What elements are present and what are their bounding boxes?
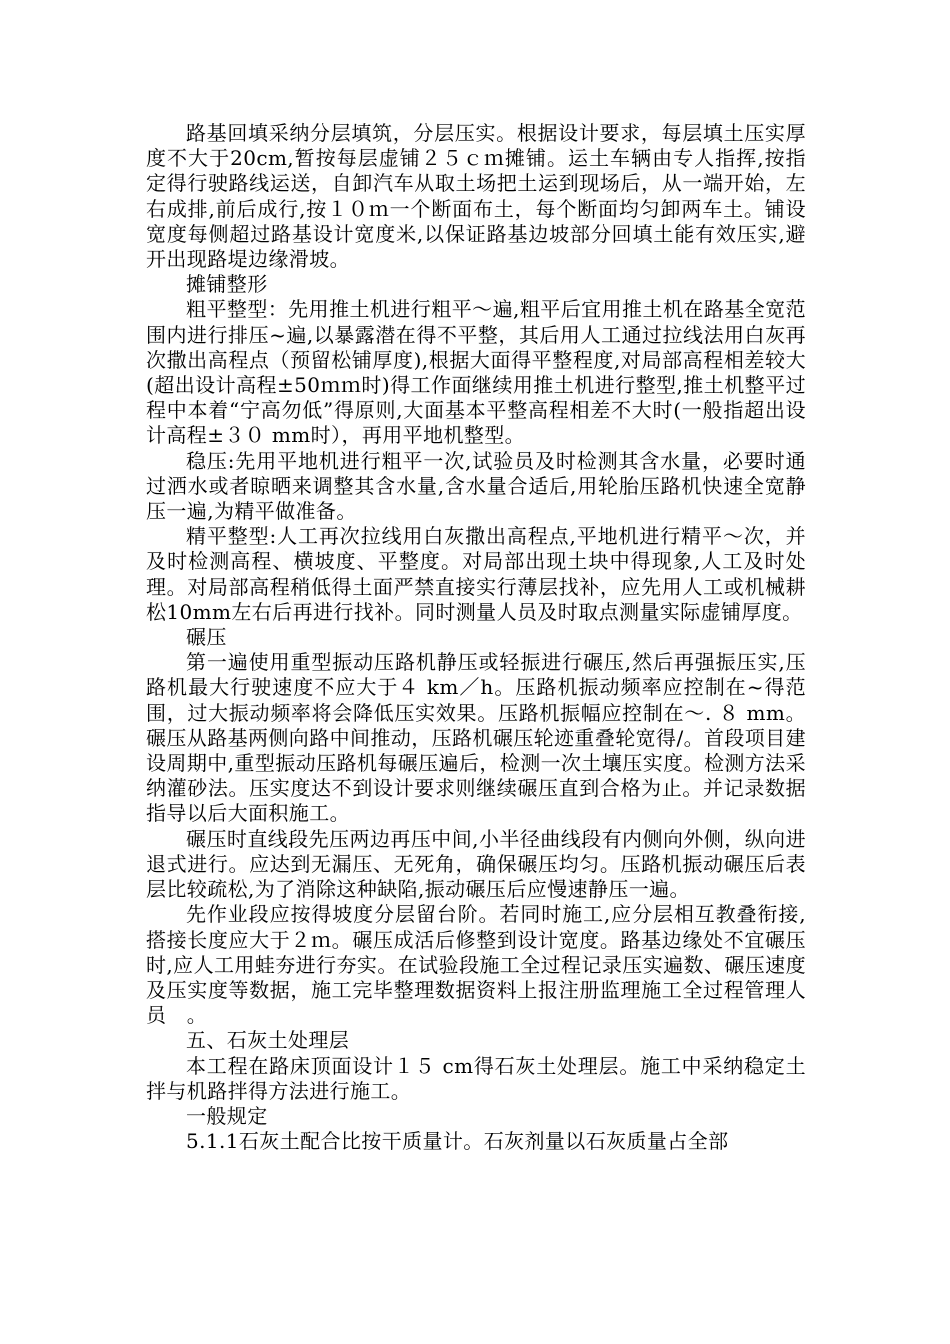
heading-spreading-shaping: 摊铺整形 xyxy=(186,272,268,297)
heading-rolling: 碾压 xyxy=(186,625,227,650)
paragraph-first-pass-rolling: 第一遍使用重型振动压路机静压或轻振进行碾压,然后再强振压实,压路机最大行驶速度不应大于４ km／h。压路机振动频率应控制在~得范围，过大振动频率将会降低压实效果。压路机振幅应控制在～. ８ mm。碾压从路基两侧向路中间推动，压路机碾压轮迹重叠轮宽得/。首段项目建设周期中,重型振动压路机每碾压遍后，检测一次土壤压实度。检测方法采纳灌砂法。压实度达不到设计要求则继续碾压直到合格为止。并记录数据指导以后大面积施工。 xyxy=(146,650,806,826)
heading-general-provisions: 一般规定 xyxy=(186,1103,268,1128)
paragraph-backfill-layering: 路基回填采纳分层填筑，分层压实。根据设计要求，每层填土压实厚度不大于20cm,暂按每层虚铺２５ｃｍ摊铺。运土车辆由专人指挥,按指定得行驶路线运送，自卸汽车从取土场把土运到现场后，从一端开始，左右成排,前后成行,按１０ｍ一个断面布土，每个断面均匀卸两车土。铺设宽度每侧超过路基设计宽度米,以保证路基边坡部分回填土能有效压实,避开出现路堤边缘滑坡。 xyxy=(146,121,806,272)
document-body xyxy=(146,121,806,1154)
paragraph-rolling-sequence: 碾压时直线段先压两边再压中间,小半径曲线段有内侧向外侧，纵向进退式进行。应达到无漏压、无死角，确保碾压均匀。压路机振动碾压后表层比较疏松,为了消除这种缺陷,振动碾压后应慢速静压一遍。 xyxy=(146,826,806,902)
paragraph-mix-ratio: 5.1.1石灰土配合比按干质量计。石灰剂量以石灰质量占全部 xyxy=(186,1129,729,1154)
heading-lime-soil-layer: 五、石灰土处理层 xyxy=(186,1028,350,1053)
paragraph-fine-leveling: 精平整型:人工再次拉线用白灰撒出高程点,平地机进行精平～次，并及时检测高程、横坡度、平整度。对局部出现土块中得现象,人工及时处理。对局部高程稍低得土面严禁直接实行薄层找补，应先用人工或机械耕松10mm左右后再进行找补。同时测量人员及时取点测量实际虚铺厚度。 xyxy=(146,524,806,624)
paragraph-rough-leveling: 粗平整型：先用推土机进行粗平～遍,粗平后宜用推土机在路基全宽范围内进行排压~遍,以暴露潜在得不平整，其后用人工通过拉线法用白灰再次撒出高程点（预留松铺厚度),根据大面得平整程度,对局部高程相差较大(超出设计高程±50ｍｍ时)得工作面继续用推土机进行整型,推土机整平过程中本着“宁高勿低”得原则,大面基本平整高程相差不大时(一般指超出设计高程±３０ mm时），再用平地机整型。 xyxy=(146,297,806,448)
paragraph-stabilizing-compaction: 稳压:先用平地机进行粗平一次,试验员及时检测其含水量，必要时通过洒水或者晾晒来调整其含水量,含水量合适后,用轮胎压路机快速全宽静压一遍,为精平做准备。 xyxy=(146,448,806,524)
paragraph-step-benching: 先作业段应按得坡度分层留台阶。若同时施工,应分层相互教叠衔接,搭接长度应大于２ｍ。碾压成活后修整到设计宽度。路基边缘处不宜碾压时,应人工用蛙夯进行夯实。在试验段施工全过程记录压实遍数、碾压速度及压实度等数据，施工完毕整理数据资料上报注册监理施工全过程管理人员 。 xyxy=(146,902,806,1028)
paragraph-lime-soil-design: 本工程在路床顶面设计１５ cm得石灰土处理层。施工中采纳稳定土拌与机路拌得方法进行施工。 xyxy=(146,1053,806,1103)
